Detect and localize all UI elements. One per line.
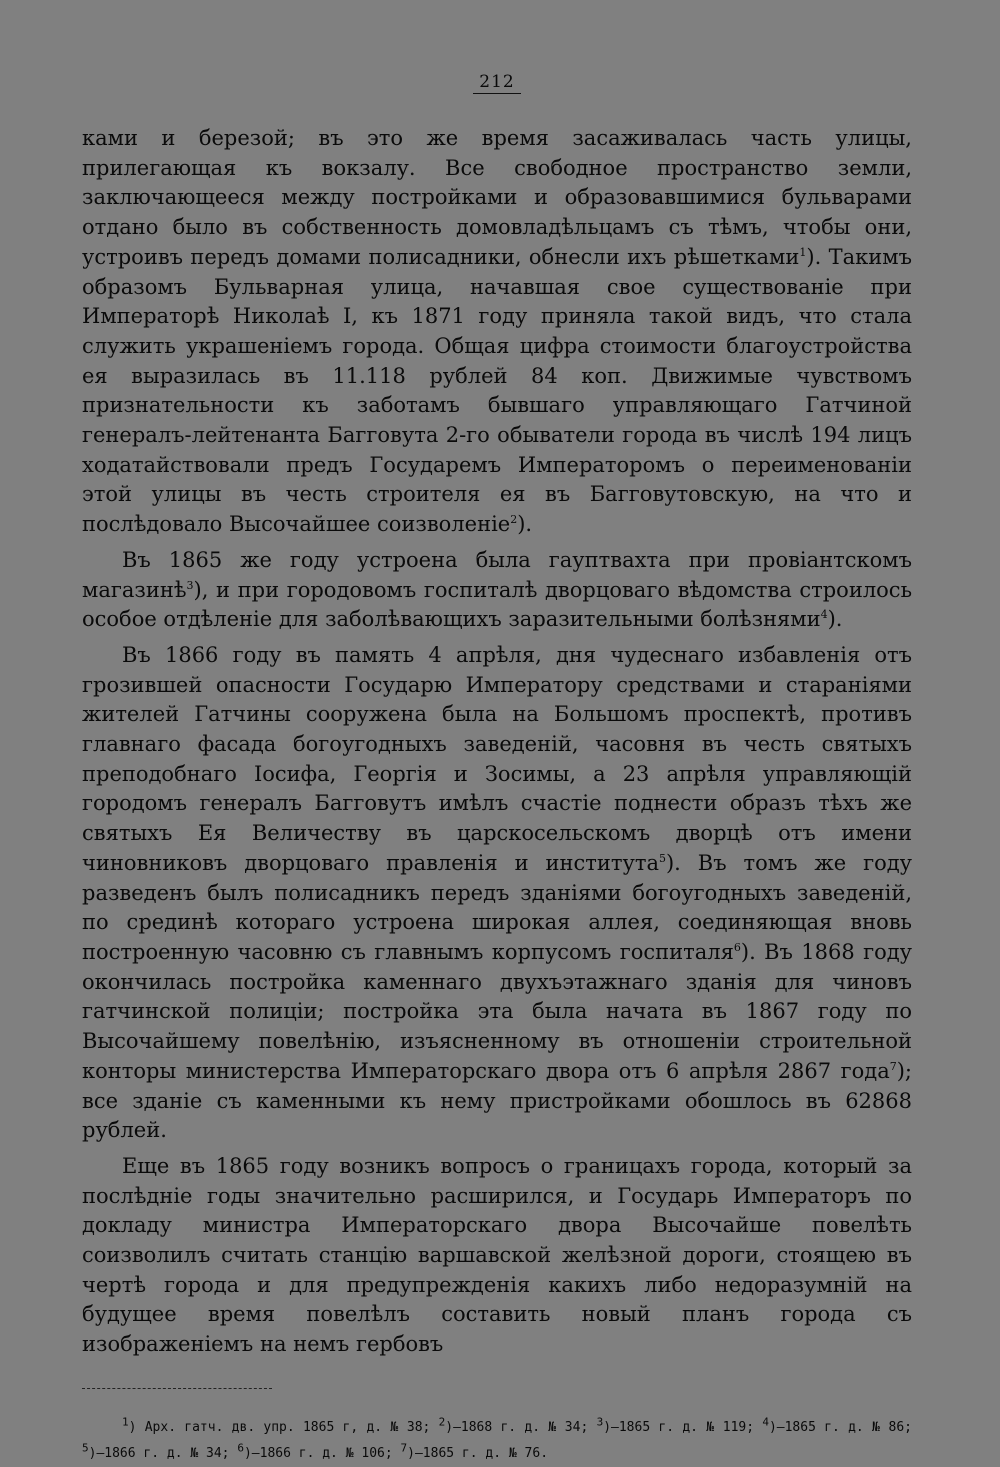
text-run: ). <box>517 512 533 537</box>
footnote-separator <box>82 1388 272 1389</box>
footnote-reference: ) Арх. гатч. дв. упр. 1865 г, д. № 38; <box>128 1419 439 1435</box>
text-run: ). Въ 1868 году окончилась постройка каменнаго двухъэтажнаго зданія для чиновъ гатчинской полиціи; постройка эта была начата въ 1867 году по Высочайшему повелѣнію, изъясненному въ отношеніи строительной конторы министерства Императорскаго двора отъ 6 апрѣля 2867 года <box>82 939 913 1083</box>
footnote-text <box>82 1415 912 1467</box>
footnote-number: 2 <box>438 1415 446 1429</box>
footnote-reference: )—1868 г. д. № 34; <box>445 1419 597 1435</box>
footnote-number: 7 <box>400 1441 408 1455</box>
footnote-number: 1 <box>122 1415 129 1429</box>
footnote-reference: )—1866 г. д. № 34; <box>88 1445 238 1461</box>
footnote-marker: 5 <box>658 851 666 865</box>
footnote-number: 6 <box>237 1441 244 1455</box>
footnote-marker: 2 <box>510 513 518 527</box>
footnote-reference: )—1865 г. д. № 119; <box>603 1419 763 1435</box>
footnote-marker: 4 <box>820 608 828 622</box>
footnote-reference: )—1865 г. д. № 76. <box>407 1445 549 1461</box>
paragraph <box>82 546 912 635</box>
footnote-marker: 1 <box>799 245 807 259</box>
paragraph <box>82 641 912 1146</box>
footnote-number: 3 <box>596 1415 604 1429</box>
footnote-marker: 3 <box>186 578 194 592</box>
text-run: Въ 1865 же году устроена была гауптвахта при провіантскомъ магазинѣ <box>82 547 912 602</box>
text-run: ), и при городовомъ госпиталѣ дворцоваго вѣдомства строилось особое отдѣленіе для заболѣвающихъ заразительными болѣзнями <box>82 577 912 632</box>
footnote-marker: 6 <box>733 940 741 954</box>
book-page <box>82 72 912 1467</box>
text-run: Еще въ 1865 году возникъ вопросъ о границахъ города, который за послѣдніе годы значительно расширился, и Государь Императоръ по докладу министра Императорскаго двора Высочайше повелѣть соизволилъ считать станцію варшавской желѣзной дороги, стоящею въ чертѣ города и для предупрежденія какихъ либо недоразумній на будущее время повелѣлъ составить новый планъ города съ изображеніемъ на немъ гербовъ <box>82 1153 912 1357</box>
text-run: ); все зданіе съ каменными къ нему пристройками обошлось въ 62868 рублей. <box>82 1058 912 1143</box>
footnote-reference: )—1865 г. д. № 86; <box>768 1419 912 1435</box>
text-run: ками и березой; въ это же время засаживалась часть улицы, прилегающая къ вокзалу. Все свободное пространство земли, заключающееся между постройками и образовавшимися бульварами отдано было въ собственность домовладѣльцамъ съ тѣмъ, чтобы они, устроивъ передъ домами полисадники, обнесли ихъ рѣшетками <box>82 126 912 269</box>
text-run: ). Такимъ образомъ Бульварная улица, начавшая свое существованіе при Императорѣ Николаѣ I, къ 1871 году приняла такой видъ, что стала служить украшеніемъ города. Общая цифра стоимости благоустройства ея выразилась въ 11.118 рублей 84 коп. Движимые чувствомъ признательности къ заботамъ бывшаго управляющаго Гатчиной генералъ-лейтенанта Бaгговута 2-го обыватели города въ числѣ 194 лицъ ходатайствовали предъ Государемъ Императоромъ о переименованіи этой улицы въ честь строителя ея въ Багговутовскую, на что и послѣдовало Высочайшее соизволеніе <box>82 244 913 537</box>
text-run: ). Въ томъ же году разведенъ былъ полисадникъ передъ зданіями богоугодныхъ заведеній, по срединѣ котораго устроена широкая аллея, соединяющая вновь построенную часовню съ главнымъ корпусомъ госпиталя <box>82 850 913 964</box>
paragraph <box>82 124 912 540</box>
footnote-number: 4 <box>762 1415 769 1429</box>
main-text <box>82 124 912 1360</box>
paragraph <box>82 1152 912 1360</box>
text-run: Въ 1866 году въ память 4 апрѣля, дня чудеснаго избавленія отъ грозившей опасности Государю Императору средствами и стараніями жителей Гатчины сооружена была на Большомъ проспектѣ, противъ главнаго фасада богоугодныхъ заведеній, часовня въ честь святыхъ преподобнаго Іосифа, Георгія и Зосимы, а 23 апрѣля управляющій городомъ генералъ Багговутъ имѣлъ счастіе поднести образъ тѣхъ же святыхъ Ея Величеству въ царскосельскомъ дворцѣ отъ имени чиновниковъ дворцоваго правленія и института <box>82 642 912 875</box>
page-number-text: 212 <box>473 72 520 94</box>
footnotes <box>82 1415 912 1467</box>
footnote-number: 5 <box>82 1441 89 1455</box>
footnote-reference: )—1866 г. д. № 106; <box>243 1445 401 1461</box>
text-run: ). <box>827 607 843 632</box>
footnote-marker: 7 <box>889 1059 897 1073</box>
page-number <box>82 72 912 98</box>
